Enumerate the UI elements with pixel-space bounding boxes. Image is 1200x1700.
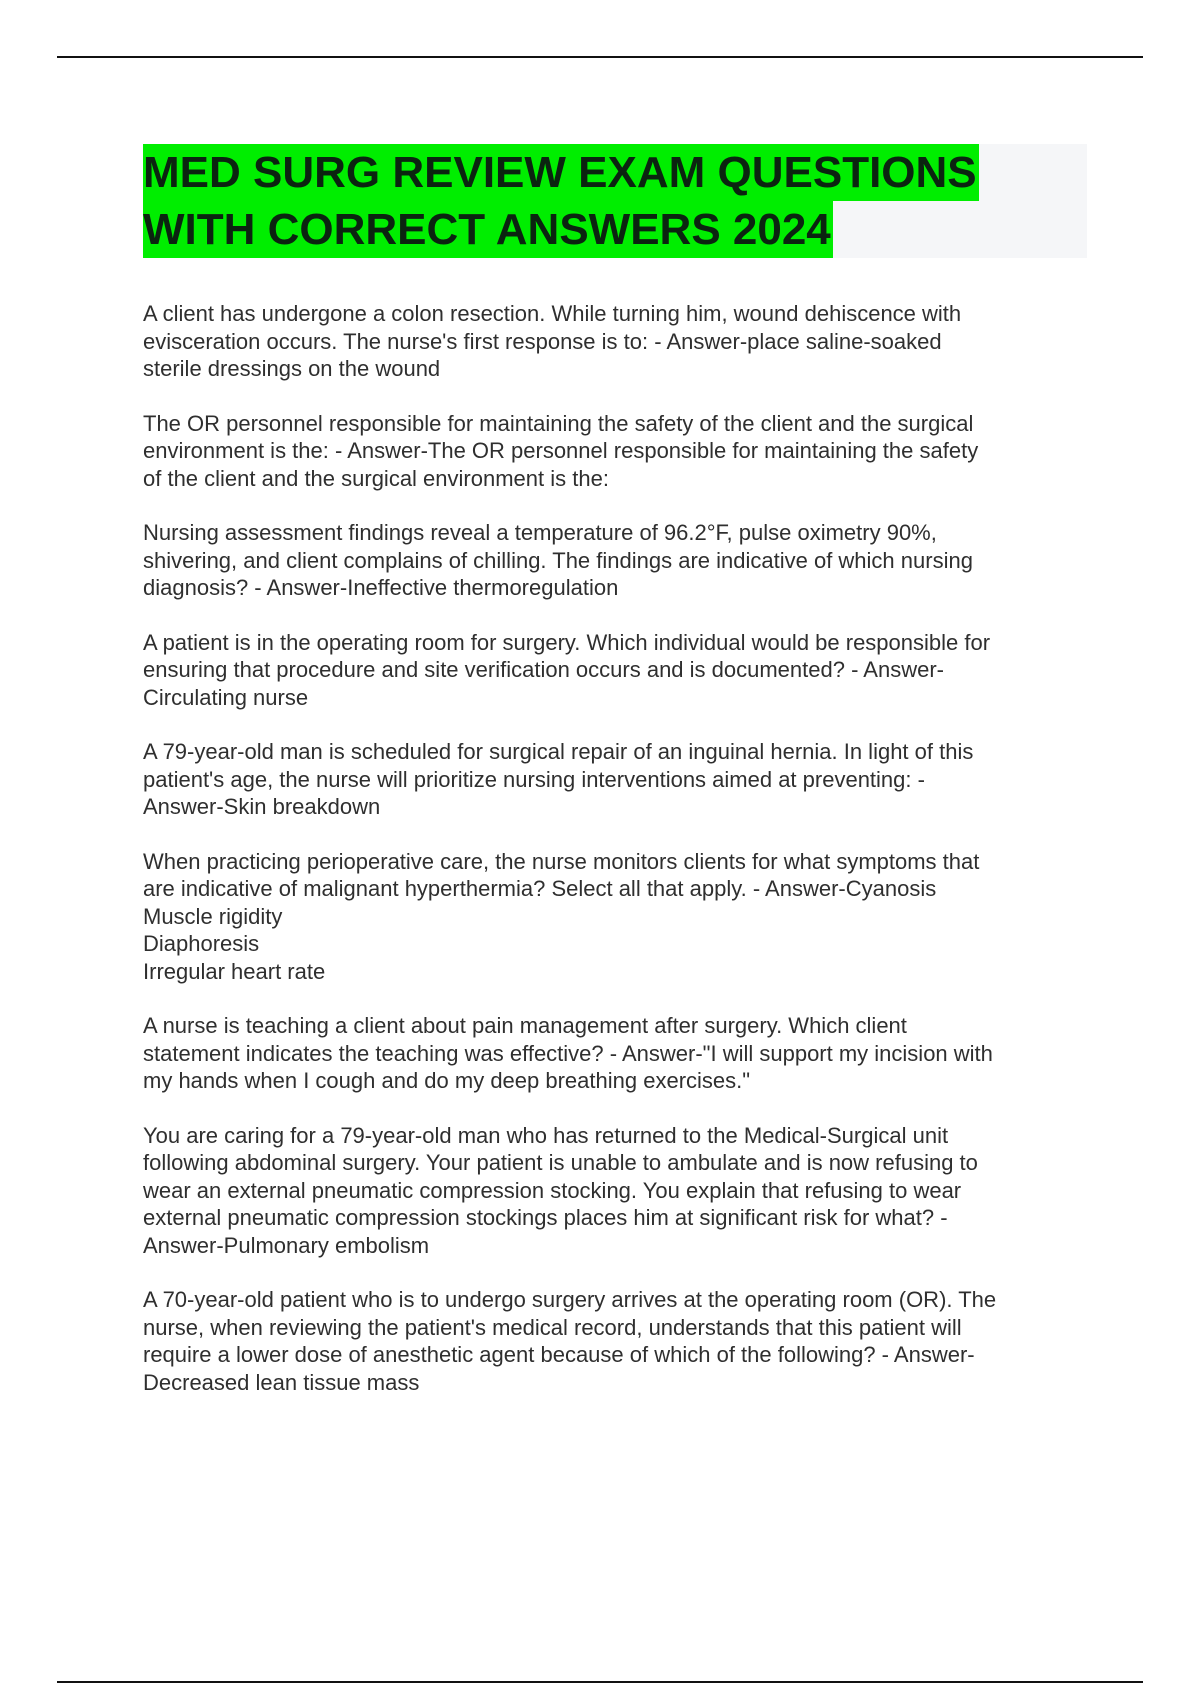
qa-item-6: When practicing perioperative care, the nurse monitors clients for what symptoms that are indicative of malignant hyperthermia? Select all that apply. - Answer-Cyanosis Muscle rigidity Diaphoresis Irregular heart rate xyxy=(143,848,980,984)
qa-item-9: A 70-year-old patient who is to undergo surgery arrives at the operating room (OR). The nurse, when reviewing the patient's medical record, understands that this patient will require a lower dose of anesthetic agent because of which of the following? - Answer- Decreased lean tissue mass xyxy=(143,1287,997,1395)
qa-item-2: The OR personnel responsible for maintaining the safety of the client and the surgical environment is the: - Answer-The OR personnel responsible for maintaining the safety of the client and the surgical environment is the: xyxy=(143,410,979,491)
title-line-1: MED SURG REVIEW EXAM QUESTIONS xyxy=(143,144,979,201)
qa-item-4: A patient is in the operating room for surgery. Which individual would be responsible for ensuring that procedure and site verification occurs and is documented? - Answer- Circulating nurse xyxy=(143,629,991,710)
qa-item-7: A nurse is teaching a client about pain management after surgery. Which client statement indicates the teaching was effective? - Answer-"I will support my incision with my hands when I cough and do my deep breathing exercises." xyxy=(143,1013,993,1093)
qa-item-3: Nursing assessment findings reveal a temperature of 96.2°F, pulse oximetry 90%, shivering, and client complains of chilling. The findings are indicative of which nursing diagnosis? - Answer-Ineffective thermoregulation xyxy=(143,520,973,600)
qa-item-1: A client has undergone a colon resection. While turning him, wound dehiscence with evisceration occurs. The nurse's first response is to: - Answer-place saline-soaked sterile dressings on the wound xyxy=(143,301,962,381)
qa-item-5: A 79-year-old man is scheduled for surgical repair of an inguinal hernia. In light of this patient's age, the nurse will prioritize nursing interventions aimed at preventing: - Answer-Skin breakdown xyxy=(143,739,974,819)
top-rule xyxy=(57,56,1143,58)
qa-item-8: You are caring for a 79-year-old man who has returned to the Medical-Surgical unit following abdominal surgery. Your patient is unable to ambulate and is now refusing to wear an external pneumatic compression stocking. You explain that refusing to wear external pneumatic compression stockings places him at significant risk for what? - Answer-Pulmonary embolism xyxy=(143,1122,978,1258)
document-title xyxy=(143,144,1087,258)
question-answer-list xyxy=(143,300,1087,1423)
title-line-2: WITH CORRECT ANSWERS 2024 xyxy=(143,201,833,258)
title-block xyxy=(143,144,1087,258)
bottom-rule xyxy=(57,1681,1143,1683)
